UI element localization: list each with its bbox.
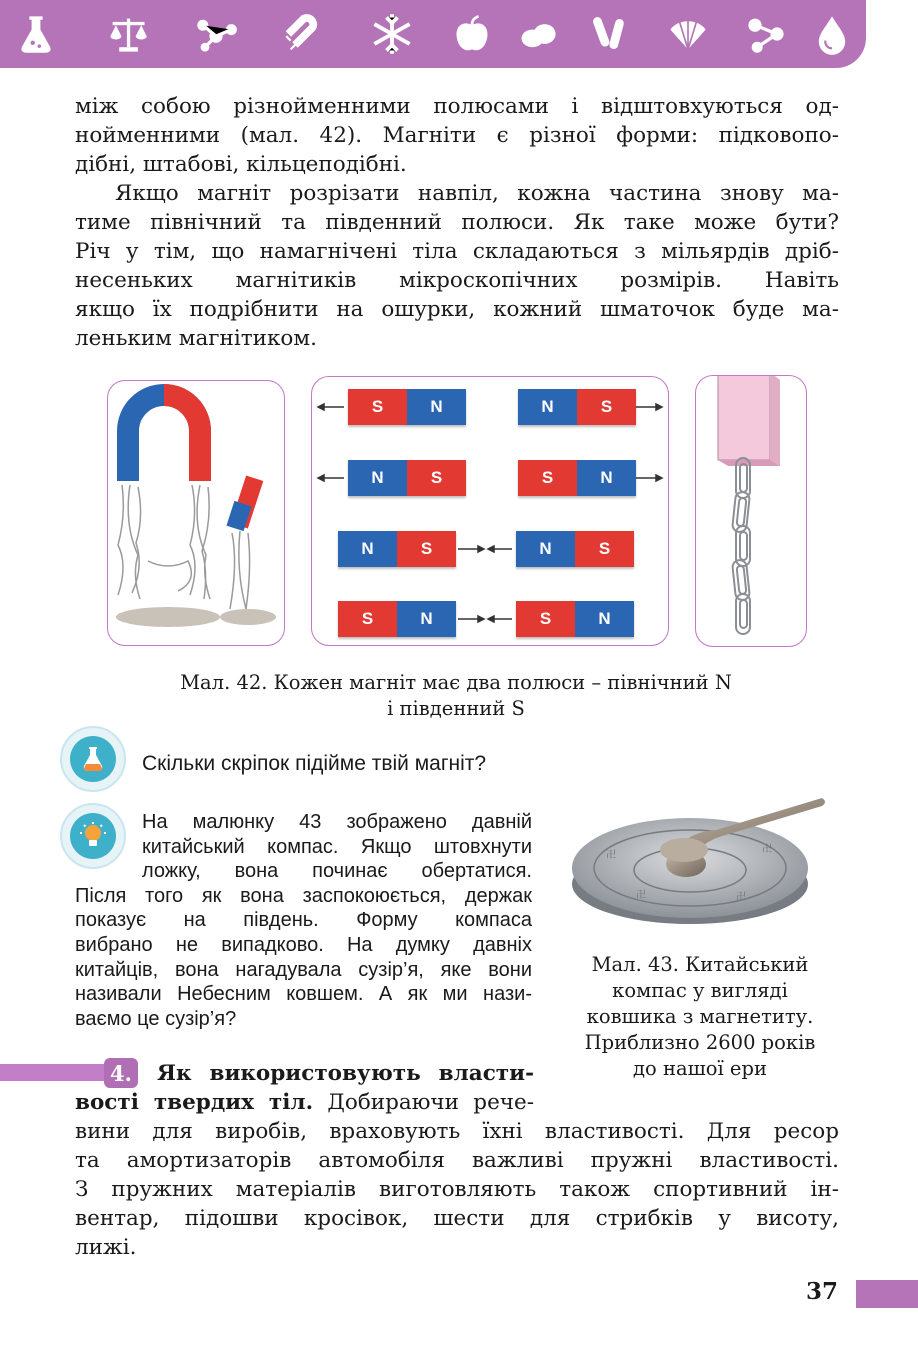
text-line: китайців, вона нагадувала сузір’я, яке вони bbox=[75, 958, 532, 981]
info-block-bottom bbox=[75, 884, 532, 1032]
caption-line: Мал. 43. Китайський bbox=[591, 953, 809, 976]
horseshoe-magnet-panel bbox=[107, 380, 285, 646]
molecule-icon bbox=[192, 10, 240, 58]
magnet-pole: N bbox=[516, 531, 575, 567]
text-line: ложку, вона починає обертатися. bbox=[142, 860, 532, 883]
page-number-bar bbox=[856, 1280, 918, 1308]
molecule-chain-icon bbox=[742, 10, 790, 58]
section-heading-line: вості твердих тіл. bbox=[75, 1090, 314, 1115]
bar-magnet bbox=[348, 389, 466, 425]
text-fragment: Добираючи рече- bbox=[313, 1090, 534, 1115]
svg-text:卍: 卍 bbox=[606, 850, 616, 861]
chinese-compass-image bbox=[566, 772, 832, 932]
text-line: ваємо це сузір’я? bbox=[75, 1007, 237, 1030]
magnet-pole: N bbox=[348, 460, 407, 496]
figure-43-caption bbox=[552, 952, 848, 1082]
lightbulb-icon bbox=[60, 803, 126, 869]
text-line: показує на південь. Форму компаса bbox=[75, 909, 532, 932]
text-line: лижі. bbox=[75, 1235, 137, 1260]
shell-icon bbox=[664, 10, 712, 58]
text-line: З пружних матеріалів виготовляють також спортивний ін- bbox=[75, 1177, 839, 1202]
paragraph-2 bbox=[75, 179, 839, 353]
figure-42-caption bbox=[100, 670, 812, 722]
text-line: китайський компас. Якщо штовхнути bbox=[142, 835, 532, 858]
snowflake-icon bbox=[368, 10, 416, 58]
bar-magnet bbox=[516, 601, 634, 637]
section-number: 4. bbox=[104, 1058, 138, 1088]
text-line: нойменними (мал. 42). Магніти є різної форми: підковопо- bbox=[75, 123, 839, 148]
bar-magnet bbox=[338, 531, 456, 567]
cloud-icon bbox=[514, 10, 562, 58]
text-line: тиме північний та південний полюси. Як таке може бути? bbox=[75, 210, 839, 235]
section-heading bbox=[157, 1059, 534, 1088]
horseshoe-magnet-illustration bbox=[108, 381, 284, 645]
page-number: 37 bbox=[806, 1278, 839, 1305]
caption-line: і південний S bbox=[387, 697, 525, 720]
section-paragraph bbox=[75, 1117, 839, 1262]
magnet-pole: S bbox=[575, 531, 634, 567]
text-line: леньким магнітиком. bbox=[75, 326, 317, 351]
text-line: дібні, штабові, кільцеподібні. bbox=[75, 152, 407, 177]
bar-magnet bbox=[338, 601, 456, 637]
magnet-icon bbox=[282, 10, 330, 58]
text-line: Якщо магніт розрізати навпіл, кожна частина знову ма- bbox=[115, 181, 839, 206]
paperclip-chain-panel bbox=[695, 375, 807, 647]
bar-magnet bbox=[518, 460, 636, 496]
magnet-pole: N bbox=[338, 531, 397, 567]
text-line: називали Небесним ковшем. А як ми нази- bbox=[75, 983, 532, 1006]
experiment-icon bbox=[60, 726, 126, 792]
question-text: Скільки скріпок підійме твій магніт? bbox=[142, 752, 487, 775]
magnet-pole: N bbox=[407, 389, 466, 425]
magnet-pole: S bbox=[338, 601, 397, 637]
bar-magnet bbox=[516, 531, 634, 567]
bar-magnet bbox=[348, 460, 466, 496]
magnet-pole: S bbox=[577, 389, 636, 425]
bar-magnets-panel bbox=[311, 376, 669, 646]
text-line: якщо їх подрібнити на ошурки, кожний шматочок буде ма- bbox=[75, 297, 839, 322]
section-heading-continuation bbox=[75, 1088, 534, 1117]
magnet-pole: N bbox=[518, 389, 577, 425]
text-line: На малюнку 43 зображено давній bbox=[142, 811, 532, 833]
text-line: вини для виробів, враховують їхні властивості. Для ресор bbox=[75, 1119, 839, 1144]
magnet-pole: N bbox=[397, 601, 456, 637]
caption-line: компас у вигляді bbox=[612, 979, 788, 1002]
magnet-pole: S bbox=[518, 460, 577, 496]
section-heading-line: Як використовують власти- bbox=[157, 1061, 534, 1086]
caption-line: до нашої ери bbox=[633, 1057, 767, 1080]
bar-magnet bbox=[518, 389, 636, 425]
magnet-pole: S bbox=[407, 460, 466, 496]
caption-line: Приблизно 2600 років bbox=[584, 1031, 816, 1054]
text-line: та амортизаторів автомобіля важливі пружні властивості. bbox=[75, 1148, 839, 1173]
svg-text:卍: 卍 bbox=[762, 844, 772, 855]
test-tubes-icon bbox=[586, 10, 634, 58]
text-line: між собою різнойменними полюсами і відштовхуються од- bbox=[75, 94, 839, 119]
magnet-pole: S bbox=[516, 601, 575, 637]
header-bar bbox=[0, 0, 866, 68]
caption-line: Мал. 42. Кожен магніт має два полюси – північний N bbox=[180, 671, 732, 694]
section-marker-bar bbox=[0, 1064, 120, 1081]
magnet-pole: N bbox=[575, 601, 634, 637]
info-block-top bbox=[142, 810, 532, 884]
caption-line: ковшика з магнетиту. bbox=[586, 1005, 814, 1028]
magnet-pole: N bbox=[577, 460, 636, 496]
svg-text:卍: 卍 bbox=[636, 890, 646, 901]
text-line: Після того як вона заспокоюється, держак bbox=[75, 884, 532, 907]
magnet-pole: S bbox=[348, 389, 407, 425]
scales-icon bbox=[104, 10, 152, 58]
paperclip-chain-illustration bbox=[696, 376, 806, 646]
text-line: Річ у тім, що намагнічені тіла складаються з мільярдів дріб- bbox=[75, 239, 839, 264]
drop-icon bbox=[808, 10, 856, 58]
paragraph-1 bbox=[75, 92, 839, 179]
flask-icon bbox=[12, 10, 60, 58]
svg-text:卍: 卍 bbox=[736, 892, 746, 903]
magnet-pole: S bbox=[397, 531, 456, 567]
text-line: вибрано не випадково. На думку давніх bbox=[75, 933, 532, 956]
text-line: вентар, підошви кросівок, шести для стрибків у висоту, bbox=[75, 1206, 839, 1231]
apple-icon bbox=[448, 10, 496, 58]
text-line: несеньких магнітиків мікроскопічних розмірів. Навіть bbox=[75, 268, 839, 293]
